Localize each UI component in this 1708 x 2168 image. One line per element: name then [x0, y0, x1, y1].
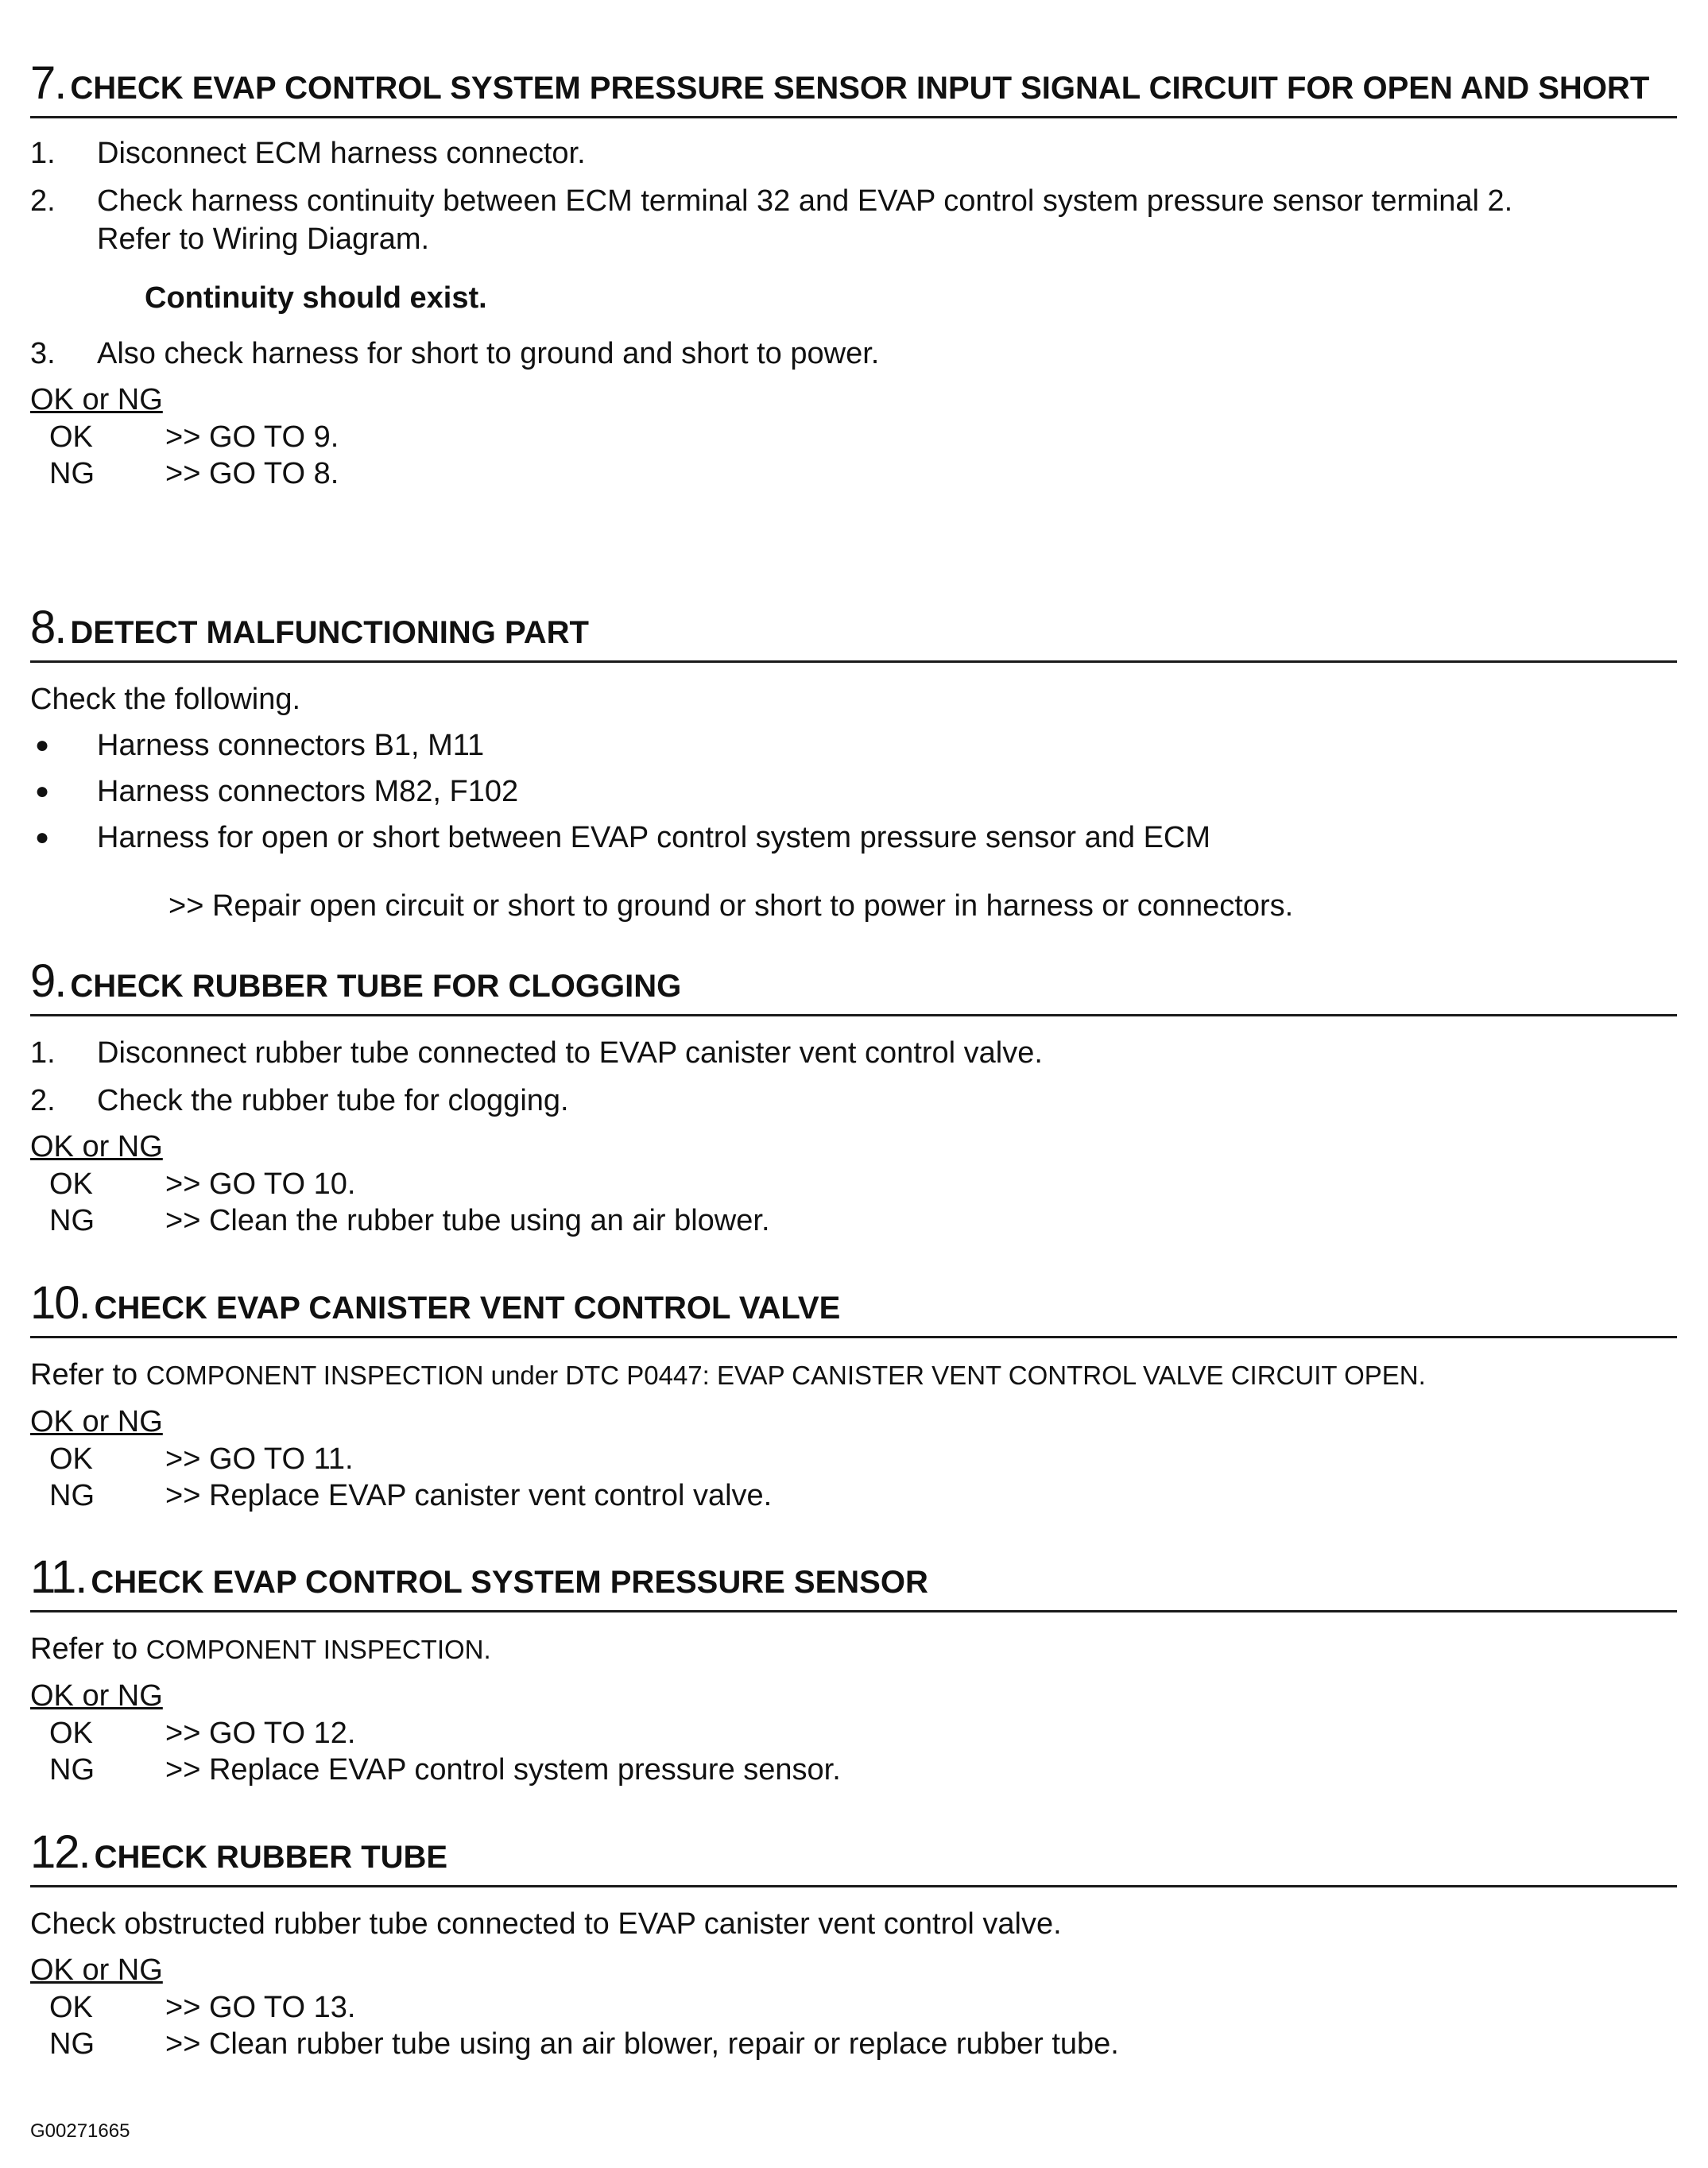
ng-result-row [30, 2026, 1677, 2062]
section-body [30, 134, 1677, 492]
ok-or-ng-label: OK or NG [30, 1678, 163, 1713]
ok-result-row [30, 1166, 1677, 1202]
ok-key: OK [49, 1167, 93, 1201]
bullet-item [30, 819, 1677, 857]
ok-action: >> GO TO 12. [165, 1716, 356, 1750]
ng-key: NG [49, 1203, 95, 1237]
bullet-icon: ● [35, 777, 50, 804]
expected-result: Continuity should exist. [145, 281, 487, 315]
section-heading [30, 600, 1677, 663]
step-item: 2. Check harness continuity between ECM terminal 32 and EVAP control system pressure sensor terminal 2. [30, 184, 1513, 218]
step-title: CHECK EVAP CONTROL SYSTEM PRESSURE SENSOR INPUT SIGNAL CIRCUIT FOR OPEN AND SHORT [70, 71, 1650, 106]
step-text: Disconnect ECM harness connector. [97, 136, 586, 170]
ng-action: >> Clean rubber tube using an air blower, repair or replace rubber tube. [165, 2027, 1119, 2061]
ng-key: NG [49, 456, 95, 490]
section-body [30, 1034, 1677, 1239]
step-number: 9. [30, 955, 66, 1007]
step-title: CHECK RUBBER TUBE FOR CLOGGING [70, 969, 682, 1004]
step-item: 3. Also check harness for short to ground and short to power. [30, 336, 880, 370]
ng-action: >> GO TO 8. [165, 456, 339, 490]
ng-result-row [30, 1202, 1677, 1239]
ng-result-row [30, 1752, 1677, 1788]
ng-action: >> Replace EVAP canister vent control valve. [165, 1478, 773, 1512]
repair-action: >> Repair open circuit or short to ground or short to power in harness or connectors. [168, 888, 1294, 923]
ok-key: OK [49, 1442, 93, 1476]
refer-target: COMPONENT INSPECTION. [145, 1634, 491, 1664]
refer-target: COMPONENT INSPECTION under DTC P0447: EVAP CANISTER VENT CONTROL VALVE CIRCUIT OPEN. [145, 1360, 1426, 1390]
section-heading [30, 1276, 1677, 1338]
ok-result-row [30, 1441, 1677, 1477]
ok-or-ng-label: OK or NG [30, 1129, 163, 1163]
ok-action: >> GO TO 10. [165, 1167, 356, 1201]
ok-result-row [30, 1715, 1677, 1752]
ok-or-ng-label: OK or NG [30, 1953, 163, 1987]
section-heading [30, 1825, 1677, 1887]
bullet-item [30, 726, 1677, 765]
ng-action: >> Clean the rubber tube using an air blower. [165, 1203, 770, 1237]
ok-key: OK [49, 420, 93, 454]
bullet-icon: ● [35, 731, 50, 758]
section-heading [30, 954, 1677, 1016]
step-number: 10. [30, 1277, 90, 1329]
step-text: Check harness continuity between ECM terminal 32 and EVAP control system pressure sensor terminal 2. [97, 184, 1513, 218]
ok-action: >> GO TO 11. [165, 1442, 354, 1476]
bullet-text: Harness for open or short between EVAP control system pressure sensor and ECM [97, 820, 1211, 854]
ok-key: OK [49, 1990, 93, 2024]
document-id: G00271665 [30, 2120, 130, 2142]
section-9 [30, 954, 1677, 1239]
section-body [30, 680, 1677, 925]
section-heading [30, 56, 1677, 118]
refer-note [30, 1630, 1677, 1669]
section-7 [30, 56, 1677, 492]
section-10 [30, 1276, 1677, 1514]
ng-key: NG [49, 2027, 95, 2061]
ng-result-row [30, 1477, 1677, 1514]
step-number: 11. [30, 1551, 87, 1603]
ok-action: >> GO TO 13. [165, 1990, 356, 2024]
section-body [30, 1630, 1677, 1788]
ng-key: NG [49, 1478, 95, 1512]
step-text: Disconnect rubber tube connected to EVAP canister vent control valve. [97, 1036, 1043, 1070]
section-12 [30, 1825, 1677, 2062]
intro-text: Check the following. [30, 682, 301, 716]
refer-prefix: Refer to [30, 1632, 138, 1666]
refer-note: Refer to Wiring Diagram. [97, 222, 430, 256]
intro-text: Check obstructed rubber tube connected to EVAP canister vent control valve. [30, 1907, 1062, 1941]
ok-result-row [30, 419, 1677, 455]
bullet-text: Harness connectors B1, M11 [97, 728, 485, 762]
ok-action: >> GO TO 9. [165, 420, 339, 454]
bullet-icon: ● [35, 823, 50, 850]
ng-key: NG [49, 1752, 95, 1787]
step-text: Check the rubber tube for clogging. [97, 1083, 569, 1117]
section-11 [30, 1550, 1677, 1788]
ok-or-ng-label: OK or NG [30, 382, 163, 416]
ok-key: OK [49, 1716, 93, 1750]
ok-result-row [30, 1989, 1677, 2026]
ok-or-ng-label: OK or NG [30, 1404, 163, 1438]
refer-prefix: Refer to [30, 1357, 138, 1392]
step-number: 8. [30, 602, 66, 653]
section-8 [30, 600, 1677, 925]
ng-result-row [30, 455, 1677, 492]
bullet-item [30, 772, 1677, 811]
step-item: 2. Check the rubber tube for clogging. [30, 1083, 569, 1117]
step-number: 7. [30, 57, 66, 109]
step-title: DETECT MALFUNCTIONING PART [70, 615, 589, 650]
section-body [30, 1905, 1677, 2062]
step-title: CHECK EVAP CANISTER VENT CONTROL VALVE [94, 1291, 841, 1326]
section-body [30, 1356, 1677, 1514]
step-title: CHECK EVAP CONTROL SYSTEM PRESSURE SENSOR [91, 1565, 928, 1600]
step-item: 1. Disconnect rubber tube connected to EVAP canister vent control valve. [30, 1036, 1043, 1070]
section-heading [30, 1550, 1677, 1612]
bullet-text: Harness connectors M82, F102 [97, 774, 519, 808]
ng-action: >> Replace EVAP control system pressure sensor. [165, 1752, 841, 1787]
step-text: Also check harness for short to ground and short to power. [97, 336, 880, 370]
step-number: 12. [30, 1826, 90, 1878]
step-title: CHECK RUBBER TUBE [94, 1840, 448, 1875]
refer-note [30, 1356, 1677, 1395]
step-item: 1. Disconnect ECM harness connector. [30, 136, 586, 170]
